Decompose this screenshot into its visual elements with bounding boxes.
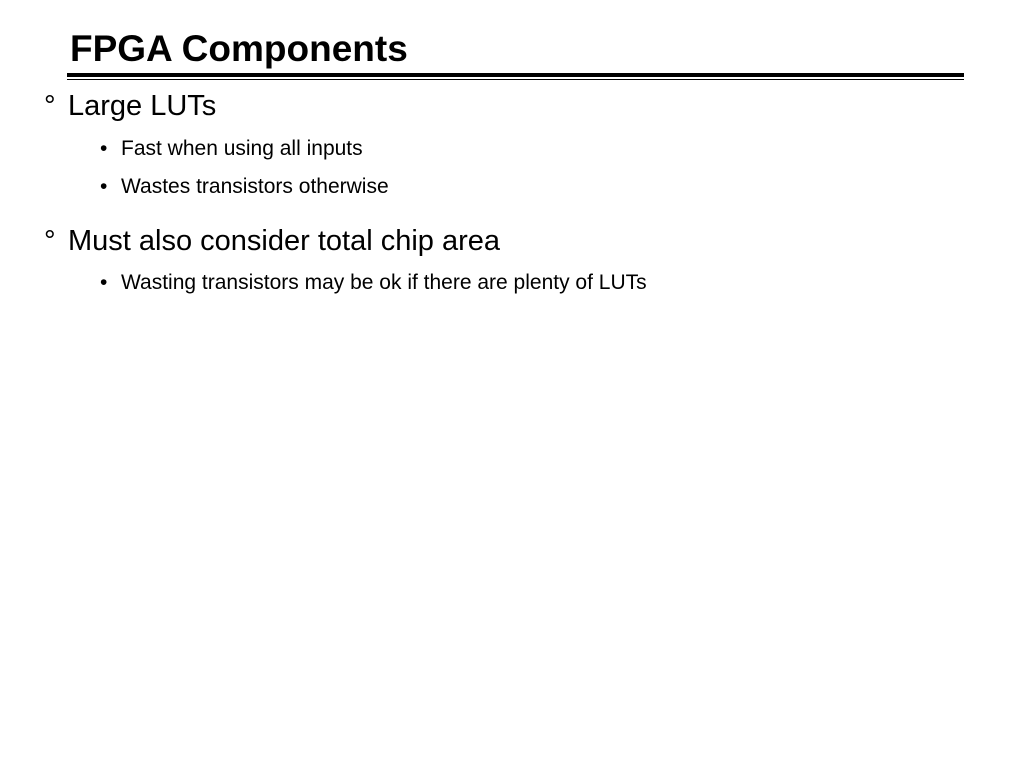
sub-bullet-text: Fast when using all inputs [121, 137, 363, 160]
dot-bullet-icon: • [100, 175, 108, 198]
title-underline-thin [67, 79, 964, 80]
bullet-chip-area [44, 224, 500, 258]
bullet-text: Must also consider total chip area [68, 225, 500, 257]
sub-bullet-text: Wasting transistors may be ok if there are plenty of LUTs [121, 271, 647, 294]
sub-bullet-text: Wastes transistors otherwise [121, 175, 389, 198]
dot-bullet-icon: • [100, 271, 108, 294]
title-underline [67, 73, 964, 80]
sub-bullet-wastes-transistors [100, 174, 389, 200]
title-underline-thick [67, 73, 964, 77]
degree-bullet-icon: ° [44, 225, 56, 257]
bullet-large-luts [44, 89, 216, 123]
sub-bullet-fast-inputs [100, 136, 363, 162]
degree-bullet-icon: ° [44, 90, 56, 122]
sub-bullet-wasting-ok [100, 270, 647, 296]
slide-title: FPGA Components [70, 28, 408, 69]
bullet-text: Large LUTs [68, 90, 217, 122]
dot-bullet-icon: • [100, 137, 108, 160]
